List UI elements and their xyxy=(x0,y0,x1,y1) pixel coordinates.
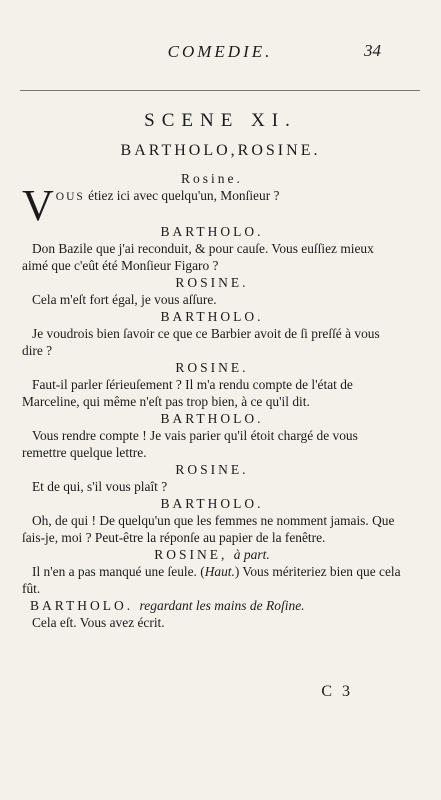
speaker-name: ROSINE, xyxy=(154,547,228,562)
speech: Vous rendre compte ! Je vais parier qu'il étoit chargé de vous remettre quelque lettre. xyxy=(22,428,358,460)
speech-text: étiez ici avec quelqu'un, Monſieur ? xyxy=(84,188,280,203)
drop-cap: V xyxy=(22,181,54,230)
speech-text: ) Vous mériteriez bien que cela fût. xyxy=(22,564,401,596)
speech: Oh, de qui ! De quelqu'un que les femmes ne nomment jamais. Que ſais-je, moi ? Peut-être la réponſe au papier de la fenêtre. xyxy=(22,513,395,545)
speaker-label xyxy=(22,597,402,614)
speech: Cela m'eſt fort égal, je vous aſſure. xyxy=(32,292,217,307)
speech: Je voudrois bien ſavoir ce que ce Barbier avoit de ſi preſſé à vous dire ? xyxy=(22,326,380,358)
speaker-label: BARTHOLO. xyxy=(160,496,264,511)
stage-direction: à part. xyxy=(233,547,270,562)
speaker-name: BARTHOLO. xyxy=(30,598,134,613)
header-rule xyxy=(20,90,420,91)
speech xyxy=(22,181,402,230)
dialogue-body xyxy=(22,170,402,631)
speaker-label: Rosine. xyxy=(181,171,243,186)
page-number: 34 xyxy=(364,41,381,60)
small-caps-word: OUS xyxy=(55,191,85,203)
scene-title: SCENE XI. xyxy=(144,110,297,131)
speech: Cela eſt. Vous avez écrit. xyxy=(32,615,165,630)
running-title: COMEDIE. xyxy=(167,42,273,61)
speaker-label: BARTHOLO. xyxy=(160,309,264,324)
speech: Don Bazile que j'ai reconduit, & pour cauſe. Vous euſſiez mieux aimé que c'eût été Monſieur Figaro ? xyxy=(22,241,374,273)
scene-characters: BARTHOLO,ROSINE. xyxy=(120,142,321,159)
speaker-label: ROSINE. xyxy=(175,360,249,375)
page-header xyxy=(0,42,441,68)
speech: Et de qui, s'il vous plaît ? xyxy=(32,479,168,494)
signature-mark: C 3 xyxy=(321,683,353,700)
speaker-label: BARTHOLO. xyxy=(160,411,264,426)
speaker-label: ROSINE. xyxy=(175,462,249,477)
speech-text: Il n'en a pas manqué une ſeule. ( xyxy=(32,564,205,579)
speaker-label: BARTHOLO. xyxy=(160,224,264,239)
speaker-label xyxy=(22,546,402,563)
stage-direction: regardant les mains de Roſine. xyxy=(139,598,305,613)
speech xyxy=(22,563,402,597)
speech: Faut-il parler ſérieuſement ? Il m'a rendu compte de l'état de Marceline, qui même n'eſt pas trop bien, à ce qu'il dit. xyxy=(22,377,353,409)
speaker-label: ROSINE. xyxy=(175,275,249,290)
stage-direction-inline: Haut. xyxy=(204,564,235,579)
